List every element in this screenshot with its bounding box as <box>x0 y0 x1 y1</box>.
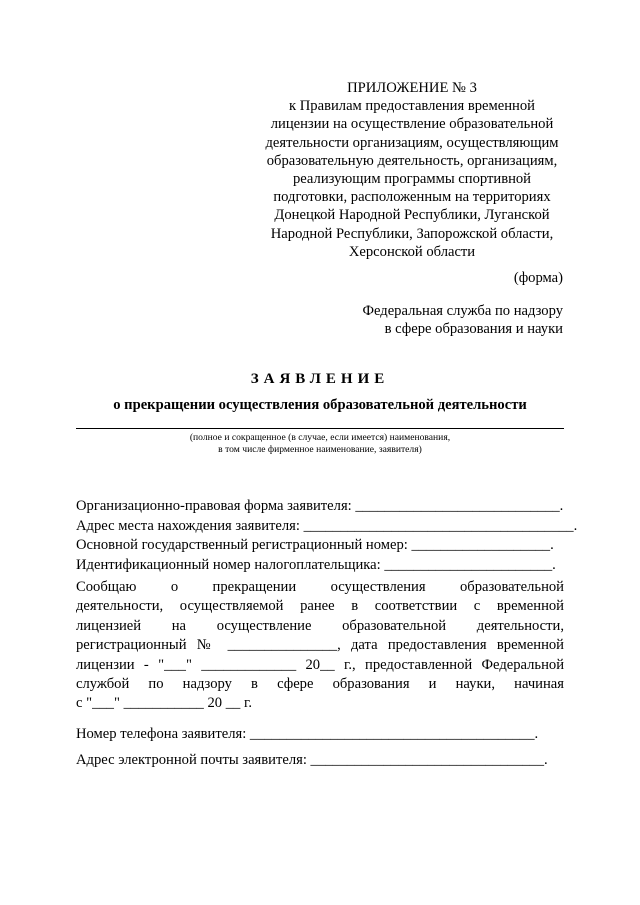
applicant-name-line <box>76 428 564 429</box>
statement-line: лицензии - "___" _____________ 20__ г., предоставленной Федеральной <box>76 656 564 673</box>
ogrn-field: Основной государственный регистрационный номер: ___________________. <box>76 537 554 554</box>
document-subtitle: о прекращении осуществления образовательной деятельности <box>113 397 527 413</box>
appendix-line: Народной Республики, Запорожской области, <box>270 225 554 242</box>
legal-form-field: Организационно-правовая форма заявителя: ____________________________. <box>76 498 564 514</box>
recipient-block <box>362 302 563 339</box>
appendix-line: лицензии на осуществление образовательной <box>270 116 554 133</box>
appendix-header <box>240 79 584 261</box>
address-field: Адрес места нахождения заявителя: _____________________________________. <box>76 517 578 534</box>
appendix-line: к Правилам предоставления временной <box>289 98 535 115</box>
statement-line: деятельности, осуществляемой ранее в соответствии с временной <box>76 598 564 615</box>
statement-line: Сообщаю о прекращении осуществления образовательной <box>76 579 564 595</box>
appendix-line: подготовки, расположенным на территориях <box>273 189 551 206</box>
statement-line: лицензией на осуществление образовательной деятельности, <box>76 617 564 634</box>
statement-paragraph <box>76 578 564 714</box>
appendix-line: деятельности организациям, осуществляющим <box>265 134 559 151</box>
statement-line: службой по надзору в сфере образования и науки, начиная <box>76 675 564 692</box>
appendix-line: Херсонской области <box>348 243 476 260</box>
statement-line: с "___" ___________ 20 __ г. <box>76 695 252 712</box>
appendix-line: образовательную деятельность, организациям, <box>266 152 558 169</box>
recipient-line: Федеральная служба по надзору <box>362 303 563 319</box>
statement-line: регистрационный № _______________, дата предоставления временной <box>76 637 564 654</box>
applicant-fields <box>76 497 578 576</box>
appendix-line: реализующим программы спортивной <box>292 171 531 188</box>
recipient-line: в сфере образования и науки <box>384 321 563 338</box>
applicant-name-note <box>0 432 640 456</box>
email-field: Адрес электронной почты заявителя: ________________________________. <box>76 752 548 768</box>
phone-field: Номер телефона заявителя: _______________________________________. <box>76 726 539 742</box>
appendix-line: ПРИЛОЖЕНИЕ № 3 <box>347 80 477 96</box>
appendix-line: Донецкой Народной Республики, Луганской <box>274 207 550 224</box>
document-title: ЗАЯВЛЕНИЕ <box>250 371 390 387</box>
note-line: (полное и сокращенное (в случае, если имеется) наименования, <box>189 432 451 443</box>
note-line: в том числе фирменное наименование, заявителя) <box>218 444 422 455</box>
form-label: (форма) <box>513 270 563 286</box>
inn-field: Идентификационный номер налогоплательщика: _______________________. <box>76 557 556 574</box>
